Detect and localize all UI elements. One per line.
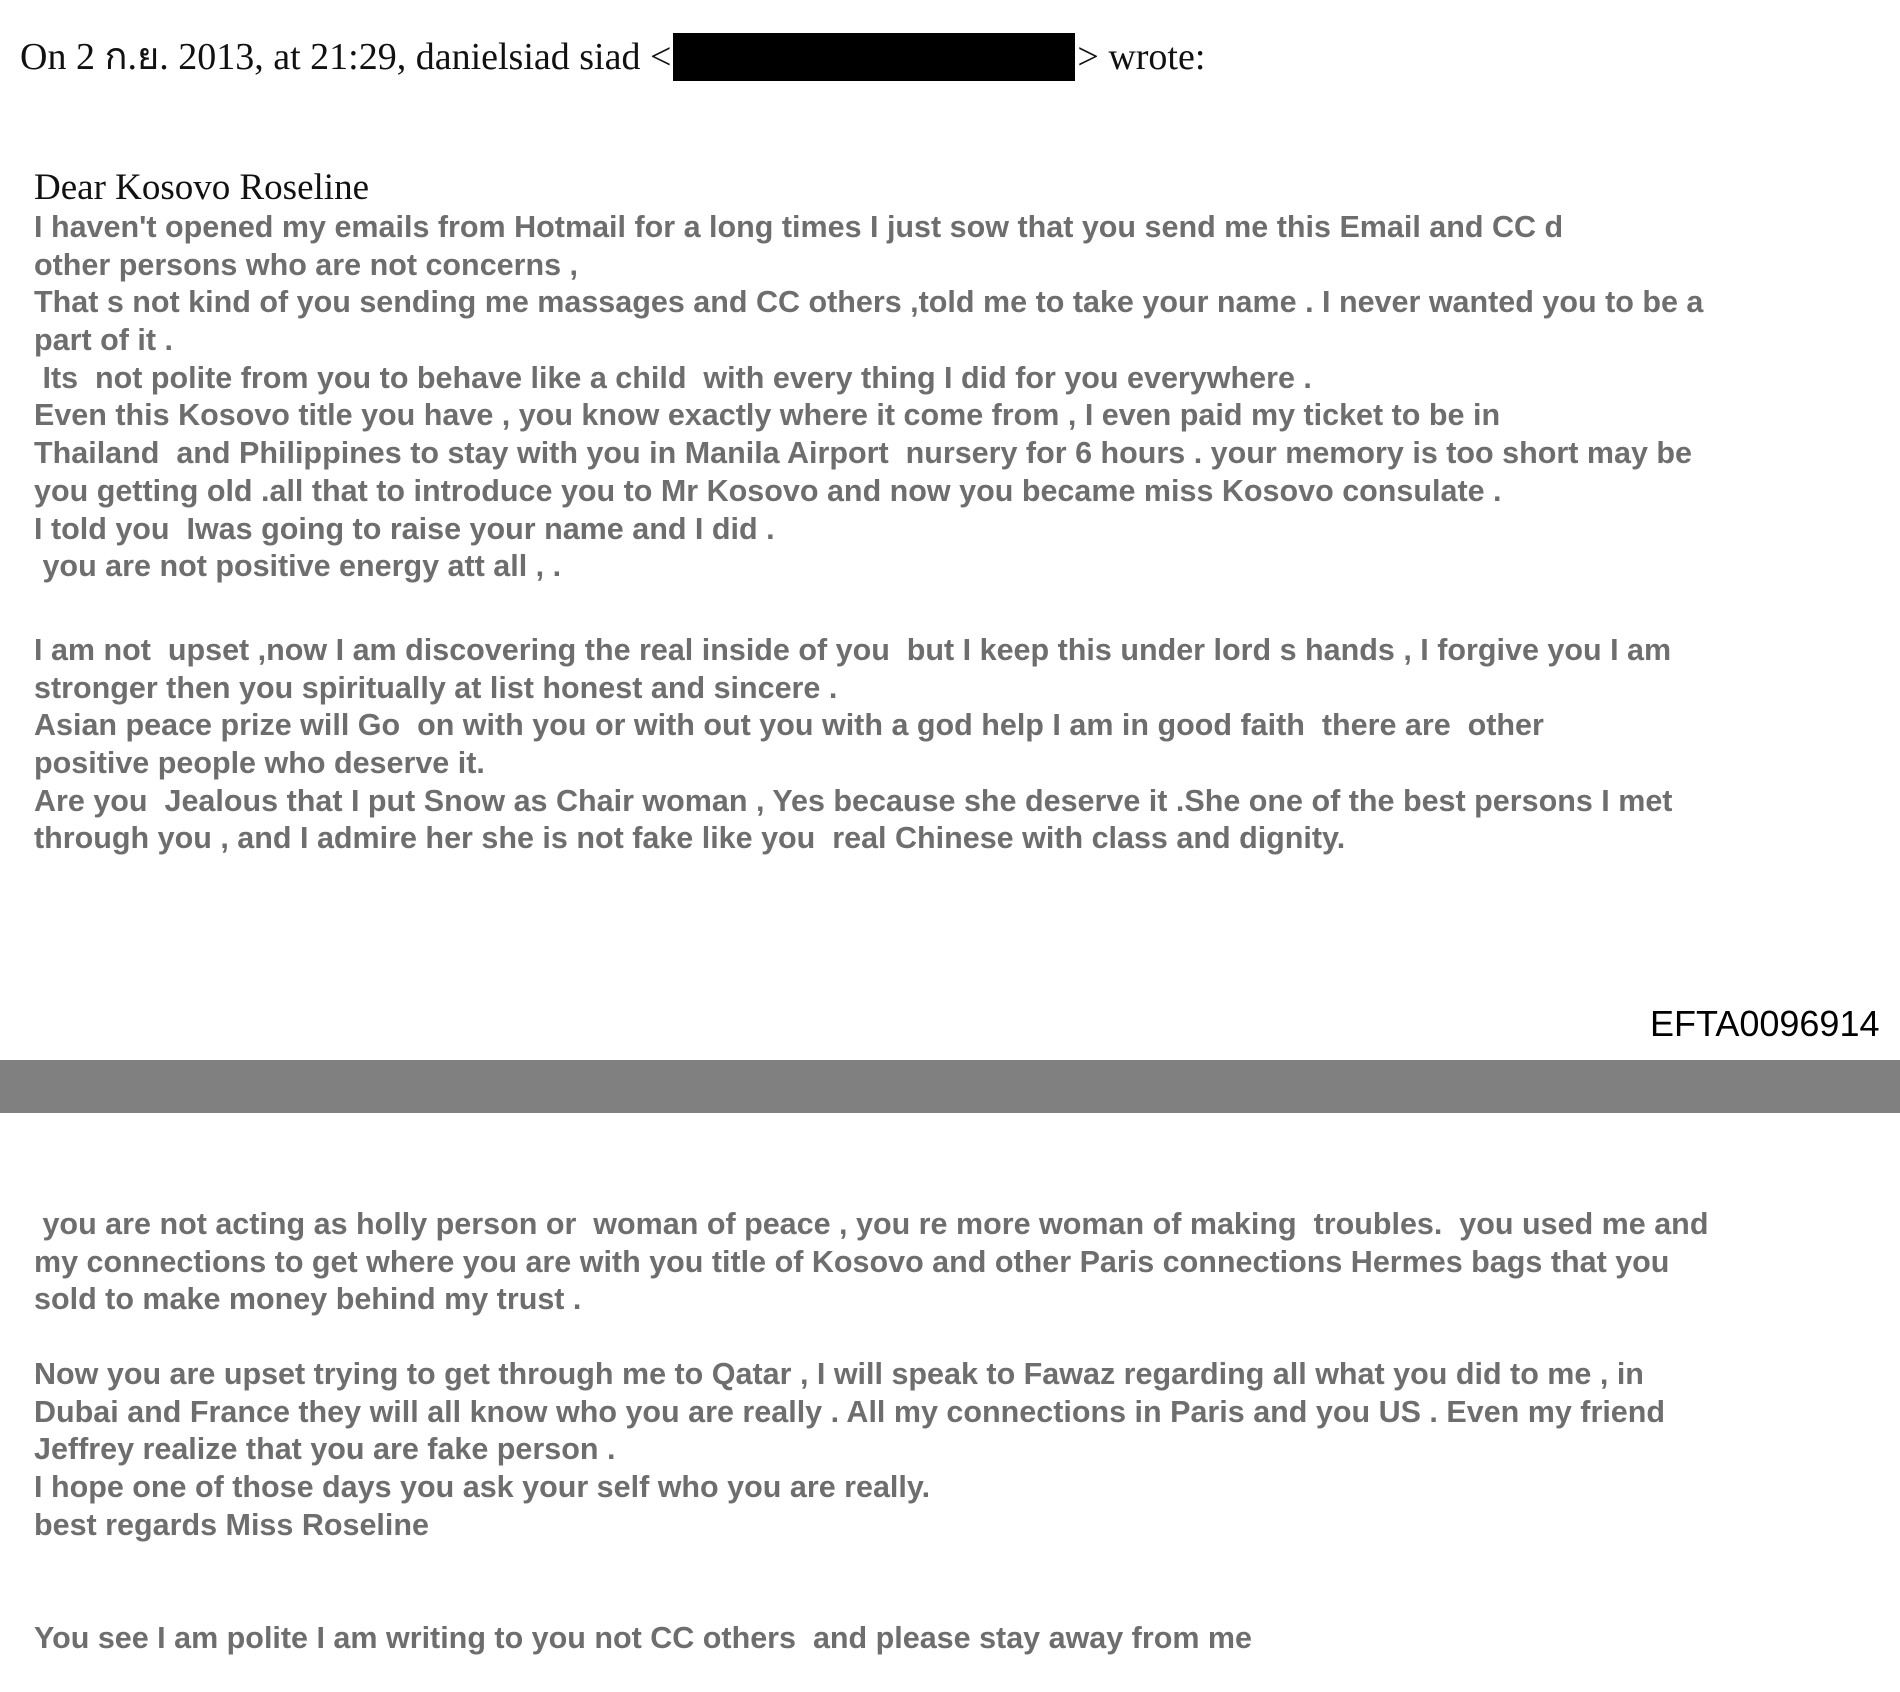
text-line: through you , and I admire her she is not fake like you real Chinese with class and dignity. (34, 821, 1346, 856)
text-line: you are not positive energy att all , . (34, 549, 562, 584)
bates-number: EFTA0096914 (1650, 1003, 1880, 1044)
text-line: best regards Miss Roseline (34, 1507, 429, 1542)
text-line: Are you Jealous that I put Snow as Chair woman , Yes because she deserve it .She one of the best persons I met (34, 783, 1673, 818)
email-header-suffix: > wrote: (1077, 36, 1206, 78)
text-line: Dubai and France they will all know who you are really . All my connections in Paris and you US . Even my friend (34, 1394, 1666, 1429)
letter-greeting: Dear Kosovo Roseline (34, 167, 369, 208)
text-line: my connections to get where you are with you title of Kosovo and other Paris connections Hermes bags that you (34, 1244, 1670, 1279)
text-line: Its not polite from you to behave like a child with every thing I did for you everywhere . (34, 360, 1312, 395)
text-line: Even this Kosovo title you have , you know exactly where it come from , I even paid my ticket to be in (34, 398, 1501, 433)
paragraph-3 (34, 1206, 1708, 1319)
text-line: Jeffrey realize that you are fake person . (34, 1432, 616, 1467)
text-line: positive people who deserve it. (34, 746, 485, 781)
email-header-line (20, 30, 1205, 84)
text-line: stronger then you spiritually at list honest and sincere . (34, 670, 838, 705)
text-line: I am not upset ,now I am discovering the real inside of you but I keep this under lord s hands , I forgive you I am (34, 633, 1672, 667)
text-line: other persons who are not concerns , (34, 247, 579, 282)
email-header-prefix: On 2 ก.ย. 2013, at 21:29, danielsiad siad < (20, 36, 672, 78)
text-line: Thailand and Philippines to stay with you in Manila Airport nursery for 6 hours . your memory is too short may be (34, 436, 1692, 471)
text-line: That s not kind of you sending me massages and CC others ,told me to take your name . I never wanted you to be a (34, 285, 1704, 320)
paragraph-2 (34, 632, 1672, 858)
text-line: part of it . (34, 323, 173, 358)
page-separator (0, 1060, 1900, 1113)
text-line: sold to make money behind my trust . (34, 1282, 582, 1317)
text-line: Now you are upset trying to get through me to Qatar , I will speak to Fawaz regarding all what you did to me , in (34, 1357, 1644, 1391)
text-line: you are not acting as holly person or woman of peace , you re more woman of making troubles. you used me and (34, 1207, 1709, 1241)
redaction-bar (673, 33, 1075, 81)
text-line: I haven't opened my emails from Hotmail for a long times I just sow that you send me this Email and CC d (34, 210, 1564, 244)
text-line: Asian peace prize will Go on with you or with out you with a god help I am in good faith there are other (34, 708, 1544, 743)
text-line: I told you Iwas going to raise your name and I did . (34, 511, 775, 546)
text-line: I hope one of those days you ask your self who you are really. (34, 1470, 931, 1505)
paragraph-4 (34, 1356, 1665, 1544)
text-line: you getting old .all that to introduce you to Mr Kosovo and now you became miss Kosovo consulate . (34, 473, 1502, 508)
text-line: You see I am polite I am writing to you not CC others and please stay away from me (34, 1621, 1253, 1655)
paragraph-1 (34, 209, 1703, 586)
paragraph-5 (34, 1620, 1252, 1658)
